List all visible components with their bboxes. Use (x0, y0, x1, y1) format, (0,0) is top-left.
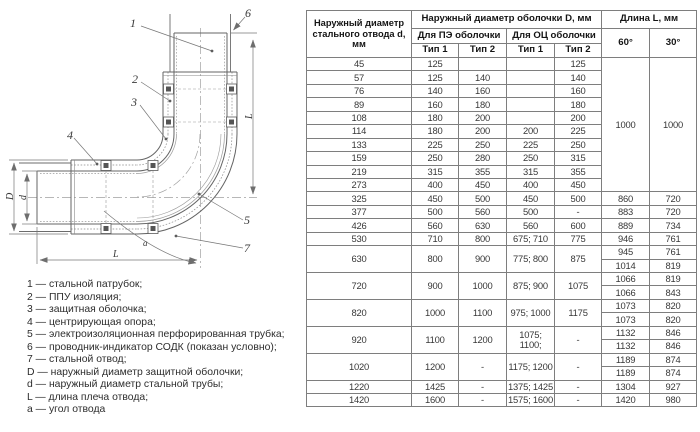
table-row (307, 205, 697, 218)
data-cell: 630 (459, 219, 507, 232)
data-cell: 180 (412, 125, 459, 138)
data-cell: 920 (307, 326, 412, 353)
data-cell: 160 (412, 98, 459, 111)
data-cell: 946 (602, 232, 650, 245)
data-cell (507, 71, 555, 84)
data-cell: 1132 (602, 340, 650, 353)
data-cell: 600 (555, 219, 602, 232)
data-cell: 225 (507, 138, 555, 151)
legend-item: 4 — центрирующая опора; (27, 316, 156, 328)
horizontal-leg (37, 160, 153, 234)
dim-label-d: d (18, 195, 29, 200)
data-cell: 1000 (650, 58, 697, 192)
data-cell: 761 (650, 232, 697, 245)
header-cell: Тип 1 (507, 44, 555, 58)
table-row (307, 192, 697, 205)
table-row (307, 58, 697, 71)
data-cell: 1304 (602, 380, 650, 393)
spec-table-body (307, 58, 697, 407)
header-cell: Для ПЭ оболочки (412, 29, 507, 44)
data-cell: 883 (602, 205, 650, 218)
callout-1: 1 (130, 16, 136, 30)
data-cell: 560 (459, 205, 507, 218)
data-cell: 500 (507, 205, 555, 218)
data-cell: 819 (650, 259, 697, 272)
table-row (307, 299, 697, 312)
data-cell: 820 (650, 299, 697, 312)
data-cell: 874 (650, 367, 697, 380)
table-row (307, 246, 697, 259)
data-cell: 500 (459, 192, 507, 205)
data-cell: 1200 (412, 353, 459, 380)
data-cell: 225 (412, 138, 459, 151)
legend-item: d — наружный диаметр стальной трубы; (27, 379, 224, 391)
data-cell: 1066 (602, 273, 650, 286)
legend-item: 6 — проводник-индикатор СОДК (показан условно); (27, 341, 277, 353)
table-row (307, 393, 697, 406)
data-cell: 875 (555, 246, 602, 273)
data-cell: 630 (307, 246, 412, 273)
callout-7: 7 (244, 241, 250, 255)
data-cell: 426 (307, 219, 412, 232)
legend-item: D — наружный диаметр защитной оболочки; (27, 366, 244, 378)
data-cell: - (555, 205, 602, 218)
table-row (307, 219, 697, 232)
data-cell: 89 (307, 98, 412, 111)
data-cell: 450 (507, 192, 555, 205)
data-cell: 1020 (307, 353, 412, 380)
data-cell: 125 (412, 58, 459, 71)
data-cell: 820 (650, 313, 697, 326)
data-cell: - (555, 326, 602, 353)
data-cell: - (555, 393, 602, 406)
data-cell: 1014 (602, 259, 650, 272)
centering-supports (101, 84, 237, 234)
header-cell: Наружный диаметр оболочки D, мм (412, 11, 602, 29)
data-cell: 450 (412, 192, 459, 205)
data-cell: 219 (307, 165, 412, 178)
spec-table (306, 10, 697, 407)
data-cell: 980 (650, 393, 697, 406)
data-cell: 860 (602, 192, 650, 205)
data-cell: 761 (650, 246, 697, 259)
data-cell: 820 (307, 299, 412, 326)
data-cell: 530 (307, 232, 412, 245)
table-row (307, 232, 697, 245)
data-cell: 377 (307, 205, 412, 218)
header-cell: Тип 1 (412, 44, 459, 58)
legend-item: a — угол отвода (27, 404, 106, 416)
table-row (307, 353, 697, 366)
data-cell: 400 (412, 178, 459, 191)
dim-label-L-bottom: L (113, 249, 119, 260)
data-cell: 250 (459, 138, 507, 151)
legend-item: 5 — электроизоляционная перфорированная трубка; (27, 329, 285, 341)
data-cell: - (459, 393, 507, 406)
data-cell: 500 (555, 192, 602, 205)
data-cell: 450 (555, 178, 602, 191)
data-cell: 355 (555, 165, 602, 178)
data-cell: 1100 (412, 326, 459, 353)
legend-item: 1 — стальной патрубок; (27, 279, 143, 290)
callout-4: 4 (67, 128, 73, 142)
data-cell: 200 (507, 125, 555, 138)
table-header-row (307, 11, 697, 29)
header-cell: 30° (650, 29, 697, 58)
header-cell: Длина L, мм (602, 11, 697, 29)
data-cell: 800 (459, 232, 507, 245)
data-cell (507, 58, 555, 71)
data-cell: 1075; 1100; (507, 326, 555, 353)
data-cell: 975; 1000 (507, 299, 555, 326)
data-cell: 800 (412, 246, 459, 273)
data-cell: 560 (507, 219, 555, 232)
callout-5: 5 (244, 213, 250, 227)
data-cell: 315 (555, 152, 602, 165)
data-cell: 250 (507, 152, 555, 165)
data-cell: 927 (650, 380, 697, 393)
header-cell: 60° (602, 29, 650, 58)
data-cell (507, 111, 555, 124)
data-cell: 1600 (412, 393, 459, 406)
data-cell: 945 (602, 246, 650, 259)
data-cell: 1000 (602, 58, 650, 192)
table-row (307, 273, 697, 286)
data-cell: - (555, 353, 602, 380)
data-cell: 1075 (555, 273, 602, 300)
data-cell: 1575; 1600 (508, 394, 553, 406)
data-cell: 315 (412, 165, 459, 178)
data-cell: 843 (650, 286, 697, 299)
dim-label-L-right: L (244, 113, 255, 119)
legend (27, 279, 305, 417)
legend-item: L — длина плеча отвода; (27, 391, 149, 403)
data-cell: 1000 (459, 273, 507, 300)
data-cell: 140 (555, 71, 602, 84)
data-cell: 1420 (307, 393, 412, 406)
data-cell: 874 (650, 353, 697, 366)
data-cell: 140 (459, 71, 507, 84)
callout-leaders (74, 17, 245, 248)
table-row (307, 380, 697, 393)
data-cell: 900 (459, 246, 507, 273)
header-cell: Для ОЦ оболочки (507, 29, 602, 44)
data-cell: 250 (555, 138, 602, 151)
data-cell: 280 (459, 152, 507, 165)
legend-item: 3 — защитная оболочка; (27, 304, 147, 316)
vertical-leg (163, 33, 237, 134)
header-cell: Тип 2 (555, 44, 602, 58)
data-cell: 125 (412, 71, 459, 84)
callout-3: 3 (131, 95, 137, 109)
data-cell: 57 (307, 71, 412, 84)
data-cell: 720 (650, 192, 697, 205)
data-cell: 1189 (602, 367, 650, 380)
data-cell: - (555, 380, 602, 393)
data-cell: 819 (650, 273, 697, 286)
data-cell: 180 (555, 98, 602, 111)
data-cell: 560 (412, 219, 459, 232)
data-cell: 250 (412, 152, 459, 165)
legend-item: 2 — ППУ изоляция; (27, 291, 122, 303)
data-cell: 1375; 1425 (508, 380, 553, 392)
data-cell: 1132 (602, 326, 650, 339)
data-cell: 108 (307, 111, 412, 124)
legend-item: 7 — стальной отвод; (27, 354, 127, 366)
data-cell: 200 (555, 111, 602, 124)
data-cell: 200 (459, 111, 507, 124)
data-cell: 315 (507, 165, 555, 178)
data-cell: 1420 (602, 393, 650, 406)
data-cell: 734 (650, 219, 697, 232)
data-cell: 1100 (459, 299, 507, 326)
data-cell: 450 (459, 178, 507, 191)
data-cell: 889 (602, 219, 650, 232)
data-cell: 846 (650, 340, 697, 353)
table-row (307, 326, 697, 339)
data-cell: 133 (307, 138, 412, 151)
data-cell: 1000 (412, 299, 459, 326)
callout-2: 2 (132, 72, 138, 86)
data-cell: 875; 900 (507, 273, 555, 300)
data-cell: 1073 (602, 313, 650, 326)
data-cell: 1073 (602, 299, 650, 312)
header-cell: Наружный диаметр стального отвода d, мм (307, 11, 412, 58)
data-cell: 1175; 1200 (507, 353, 555, 380)
data-cell: 160 (555, 84, 602, 97)
data-cell: 720 (307, 273, 412, 300)
data-cell: 400 (507, 178, 555, 191)
data-cell (507, 98, 555, 111)
data-cell: 140 (412, 84, 459, 97)
data-cell: 1189 (602, 353, 650, 366)
data-cell: 775 (555, 232, 602, 245)
data-cell: 900 (412, 273, 459, 300)
data-cell: 273 (307, 178, 412, 191)
data-cell: 200 (459, 125, 507, 138)
data-cell: 710 (412, 232, 459, 245)
spec-table-head (307, 11, 697, 58)
elbow-drawing (0, 0, 305, 278)
data-cell: 114 (307, 125, 412, 138)
data-cell: 846 (650, 326, 697, 339)
data-cell: 225 (555, 125, 602, 138)
data-cell: 675; 710 (507, 232, 555, 245)
dim-label-alpha: a (143, 238, 148, 248)
header-cell: Тип 2 (459, 44, 507, 58)
data-cell: 1425 (412, 380, 459, 393)
data-cell: 1220 (307, 380, 412, 393)
data-cell: 500 (412, 205, 459, 218)
data-cell: 325 (307, 192, 412, 205)
data-cell: 180 (412, 111, 459, 124)
data-cell: 76 (307, 84, 412, 97)
data-cell: 180 (459, 98, 507, 111)
data-cell (459, 58, 507, 71)
data-cell: 160 (459, 84, 507, 97)
data-cell: 125 (555, 58, 602, 71)
data-cell: 775; 800 (507, 246, 555, 273)
data-cell: 1200 (459, 326, 507, 353)
data-cell: 1066 (602, 286, 650, 299)
dim-label-D: D (5, 192, 16, 200)
bend-section (137, 134, 237, 234)
data-cell: 355 (459, 165, 507, 178)
spec-table-wrap (306, 10, 697, 407)
data-cell: - (459, 380, 507, 393)
callout-6: 6 (245, 6, 251, 20)
centerlines (28, 28, 257, 268)
data-cell: 45 (307, 58, 412, 71)
data-cell (507, 84, 555, 97)
data-cell: 159 (307, 152, 412, 165)
data-cell: - (459, 353, 507, 380)
data-cell: 720 (650, 205, 697, 218)
callout-dots (96, 50, 214, 238)
data-cell: 1175 (555, 299, 602, 326)
